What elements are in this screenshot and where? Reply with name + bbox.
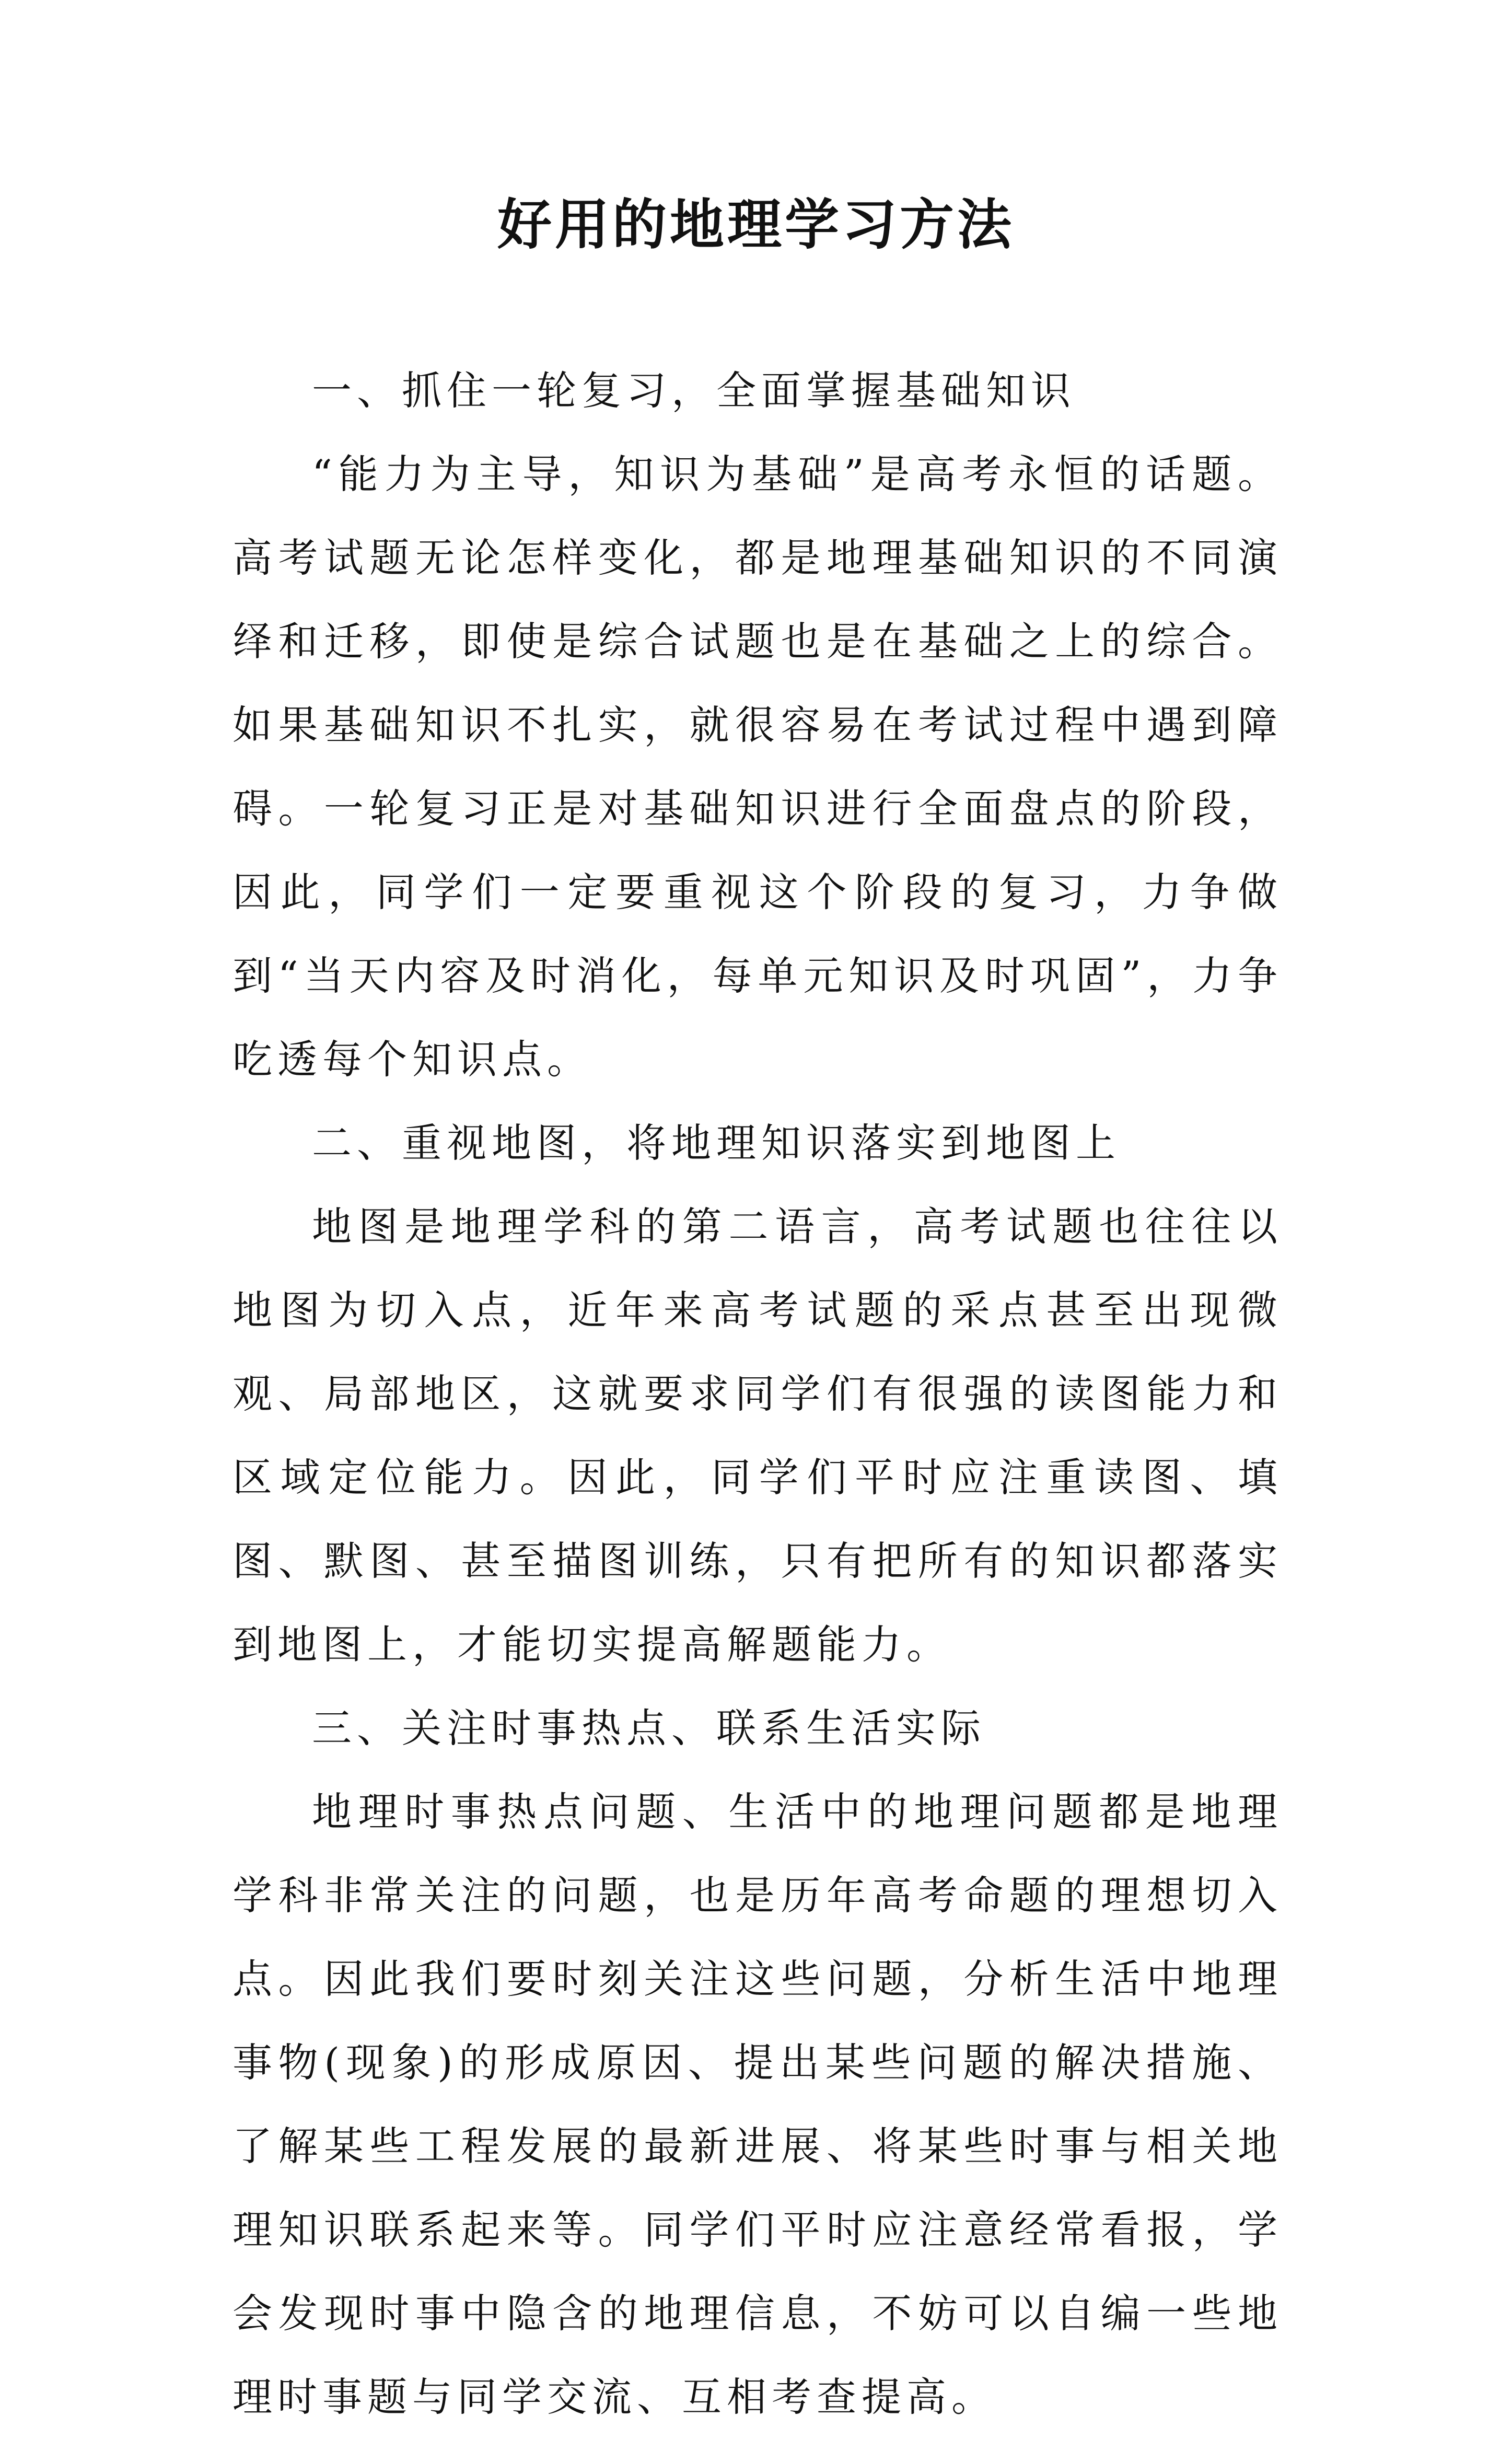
body-paragraph-2: 地图是地理学科的第二语言，高考试题也往往以地图为切入点，近年来高考试题的采点甚至出现微观、局部地区，这就要求同学们有很强的读图能力和区域定位能力。因此，同学们平时应注重读图、填图、默图、甚至描图训练，只有把所有的知识都落实到地图上，才能切实提高解题能力。 [232, 1203, 1283, 1668]
section-heading-2: 二、重视地图，将地理知识落实到地图上 [312, 1120, 1121, 1166]
document-body [232, 349, 1283, 2439]
document-title: 好用的地理学习方法 [497, 192, 1015, 257]
body-paragraph-1: “能力为主导，知识为基础”是高考永恒的话题。高考试题无论怎样变化，都是地理基础知识的不同演绎和迁移，即使是综合试题也是在基础之上的综合。如果基础知识不扎实，就很容易在考试过程中遇到障碍。一轮复习正是对基础知识进行全面盘点的阶段，因此，同学们一定要重视这个阶段的复习，力争做到“当天内容及时消化，每单元知识及时巩固”，力争吃透每个知识点。 [232, 451, 1283, 1083]
section-heading-3: 三、关注时事热点、联系生活实际 [312, 1705, 986, 1751]
body-paragraph-3: 地理时事热点问题、生活中的地理问题都是地理学科非常关注的问题，也是历年高考命题的理想切入点。因此我们要时刻关注这些问题，分析生活中地理事物(现象)的形成原因、提出某些问题的解决措施、了解某些工程发展的最新进展、将某些时事与相关地理知识联系起来等。同学们平时应注意经常看报，学会发现时事中隐含的地理信息，不妨可以自编一些地理时事题与同学交流、互相考查提高。 [232, 1788, 1283, 2420]
section-heading-1: 一、抓住一轮复习，全面掌握基础知识 [312, 367, 1076, 414]
